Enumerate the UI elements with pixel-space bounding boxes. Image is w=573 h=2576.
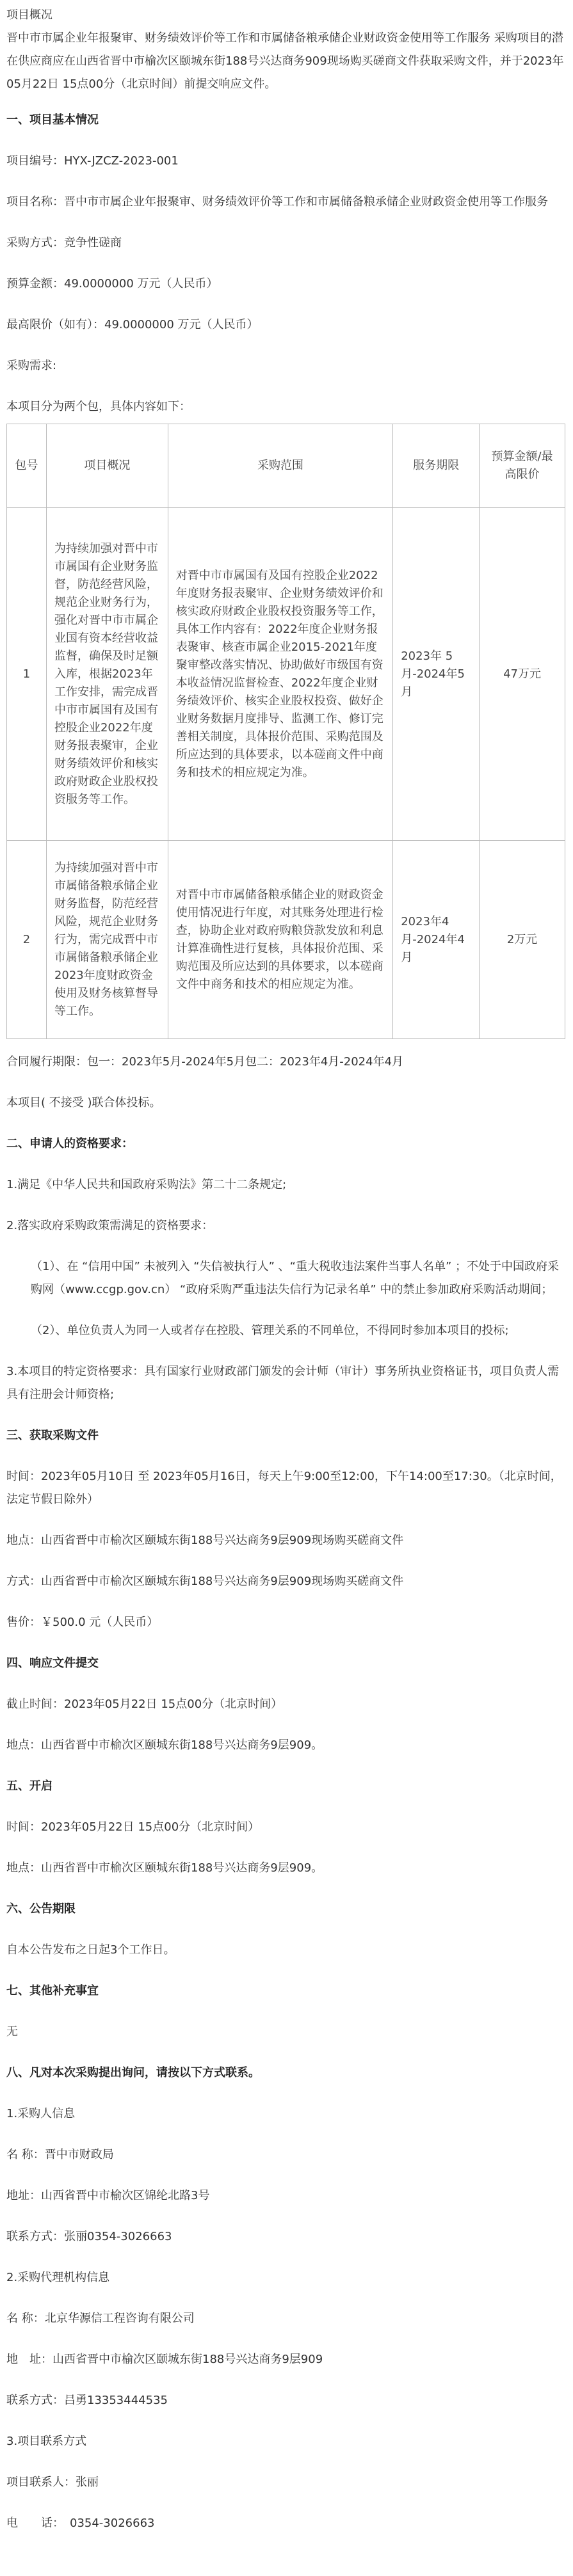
- project-contact-title: 3.项目联系方式: [6, 2435, 87, 2448]
- header-scope: 采购范围: [168, 424, 392, 508]
- agency-contact: 联系方式：吕勇13353444535: [6, 2394, 168, 2407]
- section7-title: 七、其他补充事宜: [6, 1984, 99, 1998]
- consortium-note: 本项目( 不接受 )联合体投标。: [6, 1096, 161, 1109]
- qualification-item2: 2.落实政府采购政策需满足的资格要求：: [6, 1219, 214, 1232]
- table-header-row: [7, 424, 565, 508]
- document-price: 售价：￥500.0 元（人民币）: [6, 1616, 159, 1629]
- buyer-info-title: 1.采购人信息: [6, 2107, 76, 2120]
- qualification-item2a: （1）、在 “信用中国” 未被列入 “失信被执行人” 、“重大税收违法案件当事人名单” ；不处于中国政府采购网（www.ccgp.gov.cn） “政府采购严重违法失信行为记录名单” 中的禁止参加政府采购活动期间；: [31, 1260, 560, 1296]
- packages-intro: 本项目分为两个包，具体内容如下：: [6, 400, 191, 413]
- section6-title: 六、公告期限: [6, 1902, 76, 1916]
- demand-label: 采购需求:: [6, 359, 57, 372]
- section4-title: 四、响应文件提交: [6, 1657, 99, 1670]
- project-number: 项目编号：HYX-JZCZ-2023-001: [6, 154, 179, 168]
- header-overview: 项目概况: [46, 424, 168, 508]
- supplementary-text: 无: [6, 2025, 18, 2039]
- qualification-item2b: （2）、单位负责人为同一人或者存在控股、管理关系的不同单位，不得同时参加本项目的投标;: [31, 1324, 509, 1337]
- amount-cell: 47万元: [480, 508, 565, 841]
- package-no-cell: 1: [7, 508, 47, 841]
- project-name: 项目名称：晋中市市属企业年报聚审、财务绩效评价等工作和市属储备粮承储企业财政资金使用等工作服务: [6, 195, 548, 209]
- obtain-time: 时间：2023年05月10日 至 2023年05月16日，每天上午9:00至12:00，下午14:00至17:30。（北京时间，法定节假日除外）: [6, 1470, 562, 1506]
- header-amount: 预算金额/最高限价: [480, 424, 565, 508]
- obtain-method: 方式：山西省晋中市榆次区颐城东街188号兴达商务9层909现场购买磋商文件: [6, 1575, 404, 1588]
- qualification-item3: 3.本项目的特定资格要求：具有国家行业财政部门颁发的会计师（审计）事务所执业资格证书，项目负责人需具有注册会计师资格;: [6, 1365, 560, 1401]
- requirements-table: [6, 424, 565, 1039]
- budget-amount: 预算金额：49.0000000 万元（人民币）: [6, 277, 218, 290]
- overview-text: 晋中市市属企业年报聚审、财务绩效评价等工作和市属储备粮承储企业财政资金使用等工作服务 采购项目的潜在供应商应在山西省晋中市榆次区颐城东街188号兴达商务909现场购买磋商文件获取采购文件，并于2023年05月22日 15点00分（北京时间）前提交响应文件。: [6, 31, 564, 91]
- overview-cell: 为持续加强对晋中市市属国有企业财务监督，防范经营风险，规范企业财务行为，强化对晋中市市属企业国有资本经营收益监督，确保及时足额入库，根据2023年工作安排，需完成晋中市市属国有及国有控股企业2022年度财务报表聚审，企业财务绩效评价和核实政府财政企业股权投资服务等工作。: [46, 508, 168, 841]
- section5-title: 五、开启: [6, 1779, 52, 1793]
- obtain-place: 地点：山西省晋中市榆次区颐城东街188号兴达商务9层909现场购买磋商文件: [6, 1534, 404, 1547]
- table-row: [7, 508, 565, 841]
- agency-address: 地 址：山西省晋中市榆次区颐城东街188号兴达商务9层909: [6, 2353, 323, 2366]
- section1-title: 一、项目基本情况: [6, 113, 99, 127]
- buyer-contact: 联系方式：张丽0354-3026663: [6, 2230, 172, 2243]
- header-period: 服务期限: [393, 424, 480, 508]
- header-package-no: 包号: [7, 424, 47, 508]
- buyer-name: 名 称：晋中市财政局: [6, 2148, 114, 2161]
- section2-title: 二、申请人的资格要求：: [6, 1137, 133, 1150]
- project-contact-person: 项目联系人：张丽: [6, 2476, 99, 2489]
- max-price: 最高限价（如有）：49.0000000 万元（人民币）: [6, 318, 259, 331]
- procurement-method: 采购方式：竞争性磋商: [6, 236, 122, 250]
- scope-cell: 对晋中市市属国有及国有控股企业2022年度财务报表聚审、企业财务绩效评价和核实政府财政企业股权投资服务等工作，具体工作内容有：2022年度企业财务报表聚审、核查市属企业2015-2021年度聚审整改落实情况、协助做好市级国有资本收益情况监督检查、2022年度企业财务绩效评价、核实企业股权投资、做好企业财务数据月度排导、监测工作、修订完善相关制度，具体报价范围、采购范围及所应达到的具体要求，以本磋商文件中商务和技术的相应规定为准。: [168, 508, 392, 841]
- submission-place: 地点：山西省晋中市榆次区颐城东街188号兴达商务9层909。: [6, 1738, 323, 1752]
- agency-name: 名 称：北京华源信工程咨询有限公司: [6, 2312, 195, 2325]
- scope-cell: 对晋中市市属储备粮承储企业的财政资金使用情况进行年度，对其账务处理进行检查，协助企业对政府购粮贷款发放和利息计算准确性进行复核，具体报价范围、采购范围及所应达到的具体要求，以本磋商文件中商务和技术的相应规定为准。: [168, 841, 392, 1039]
- period-cell: 2023年 5月-2024年5月: [393, 508, 480, 841]
- project-contact-phone: 电 话： 0354-3026663: [6, 2516, 155, 2530]
- section3-title: 三、获取采购文件: [6, 1429, 99, 1442]
- opening-place: 地点：山西省晋中市榆次区颐城东街188号兴达商务9层909。: [6, 1861, 323, 1875]
- amount-cell: 2万元: [480, 841, 565, 1039]
- agency-info-title: 2.采购代理机构信息: [6, 2271, 110, 2284]
- contract-period: 合同履行期限：包一：2023年5月-2024年5月包二：2023年4月-2024年4月: [6, 1055, 404, 1069]
- package-no-cell: 2: [7, 841, 47, 1039]
- period-cell: 2023年4月-2024年4月: [393, 841, 480, 1039]
- submission-deadline: 截止时间：2023年05月22日 15点00分（北京时间）: [6, 1697, 283, 1711]
- table-row: [7, 841, 565, 1039]
- section8-title: 八、凡对本次采购提出询问，请按以下方式联系。: [6, 2066, 260, 2079]
- opening-time: 时间：2023年05月22日 15点00分（北京时间）: [6, 1820, 260, 1834]
- notice-period: 自本公告发布之日起3个工作日。: [6, 1943, 175, 1957]
- overview-cell: 为持续加强对晋中市市属储备粮承储企业财务监督，防范经营风险，规范企业财务行为，需完成晋中市市属储备粮承储企业2023年度财政资金使用及财务核算督导等工作。: [46, 841, 168, 1039]
- overview-label: 项目概况: [6, 8, 52, 22]
- buyer-address: 地址：山西省晋中市榆次区锦纶北路3号: [6, 2189, 210, 2202]
- qualification-item1: 1.满足《中华人民共和国政府采购法》第二十二条规定;: [6, 1178, 287, 1191]
